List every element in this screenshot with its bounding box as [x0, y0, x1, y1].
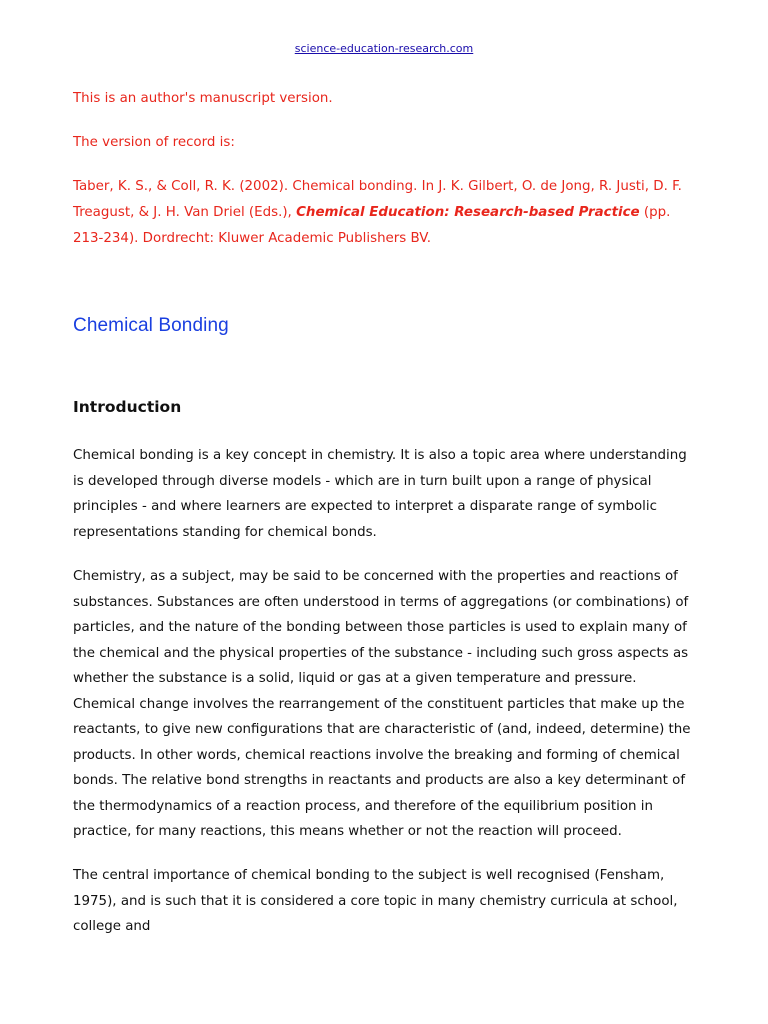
site-link[interactable]: science-education-research.com — [294, 42, 474, 55]
citation-publisher-text: (pp. 213-234). Dordrecht: Kluwer Academic Publishers BV. — [73, 205, 671, 246]
citation-book-title: Chemical Education: Research-based Practice — [296, 205, 640, 220]
version-of-record-label: The version of record is: — [73, 135, 235, 150]
chapter-title: Chemical Bonding — [73, 315, 229, 336]
citation-authors-text: Taber, K. S., & Coll, R. K. (2002). Chemical bonding. In J. K. Gilbert, O. de Jong, R. Justi, D. F. Treagust, & J. H. Van Driel (Eds.), — [73, 179, 682, 220]
manuscript-notice: This is an author's manuscript version. — [73, 91, 333, 106]
citation — [73, 174, 698, 252]
section-heading: Introduction — [73, 398, 182, 416]
paragraph-2: Chemistry, as a subject, may be said to be concerned with the properties and reactions of substances. Substances are often understood in terms of aggregations (or combinations) of particles, and the nature of the bonding between those particles is used to explain many of the chemical and the physical properties of the substance - including such gross aspects as whether the substance is a solid, liquid or gas at a given temperature and pressure. Chemical change involves the rearrangement of the constituent particles that make up the reactants, to give new configurations that are characteristic of (and, indeed, determine) the products. In other words, chemical reactions involve the breaking and forming of chemical bonds. The relative bond strengths in reactants and products are also a key determinant of the thermodynamics of a reaction process, and therefore of the equilibrium position in practice, for many reactions, this means whether or not the reaction will proceed. — [73, 569, 691, 839]
paragraph-3: The central importance of chemical bonding to the subject is well recognised (Fensham, 1975), and is such that it is considered a core topic in many chemistry curricula at school, college and — [73, 868, 678, 934]
paragraph-1: Chemical bonding is a key concept in chemistry. It is also a topic area where understanding is developed through diverse models - which are in turn built upon a range of physical principles - and where learners are expected to interpret a disparate range of symbolic representations standing for chemical bonds. — [73, 448, 687, 540]
